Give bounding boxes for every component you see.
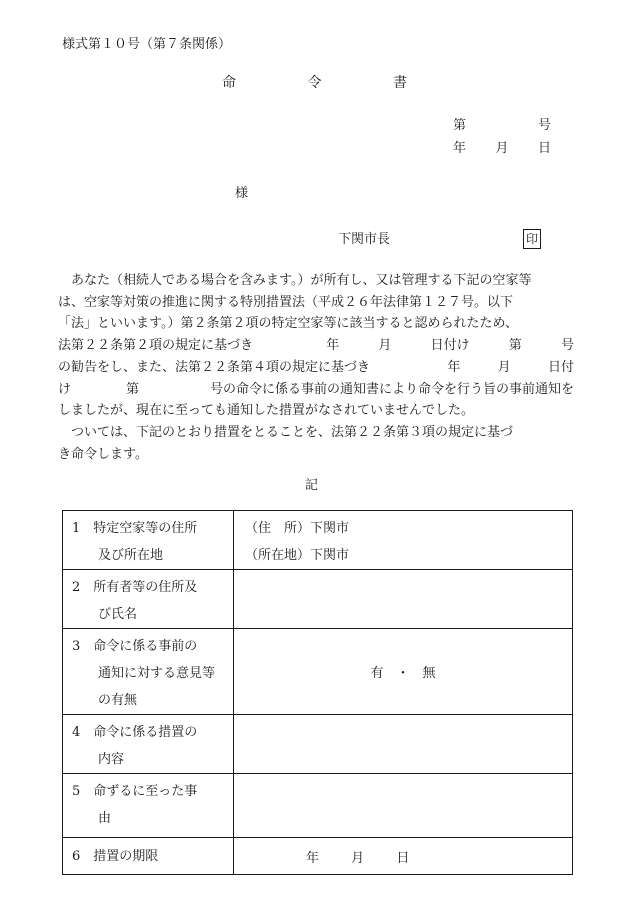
date-year: 年 (453, 141, 467, 156)
table-row (63, 629, 573, 715)
deadline-year: 年 (306, 850, 320, 866)
row-label (63, 570, 234, 629)
body-line: しましたが、現在に至っても通知した措置がなされていませんでした。 (58, 403, 475, 419)
label-line: 2 所有者等の住所及 (72, 580, 198, 595)
row-label (63, 511, 234, 570)
blank-month: 月 (497, 359, 511, 375)
title-char: 書 (393, 75, 407, 91)
label-line: 4 命令に係る措置の (72, 725, 198, 740)
document-date-line (453, 141, 551, 157)
body-paragraph-2 (58, 422, 574, 465)
body-line: あなた（相続人である場合を含みます。）が所有し、又は管理する下記の空家等 (71, 273, 532, 288)
document-number-line (453, 118, 551, 134)
blank-number-suffix: 号 (560, 338, 574, 354)
body-segment: 号の命令に係る事前の通知書により命令を行う旨の事前通知を (209, 381, 574, 397)
row-label (63, 774, 234, 838)
body-line (58, 379, 574, 401)
label-line: 通知に対する意見等 (98, 666, 216, 681)
addressee-honorific: 様 (235, 186, 249, 201)
label-line: の有無 (98, 693, 138, 708)
location-line: （所在地）下関市 (245, 548, 350, 563)
body-line: は、空家等対策の推進に関する特別措置法（平成２６年法律第１２７号。以下 (58, 294, 514, 310)
body-line: 「法」といいます。）第２条第２項の特定空家等に該当すると認められたため、 (58, 316, 518, 332)
row-value (234, 511, 573, 570)
body-line: ついては、下記のとおり措置をとることを、法第２２条第３項の規定に基づ (71, 424, 514, 440)
body-segment: け (58, 381, 72, 397)
body-segment: 法第２２条第２項の規定に基づき (58, 338, 254, 354)
table-row (63, 774, 573, 838)
blank-day: 日付 (547, 359, 574, 375)
seal-stamp: 印 (523, 229, 541, 249)
row-label (63, 629, 234, 715)
date-month: 月 (495, 141, 509, 156)
table-row (63, 715, 573, 774)
document-title (222, 75, 407, 91)
table-row (63, 511, 573, 570)
row-value (234, 570, 573, 629)
label-line: 内容 (98, 752, 125, 767)
body-text (58, 270, 574, 465)
title-char: 命 (222, 75, 236, 91)
title-char: 令 (307, 75, 322, 91)
row-label (63, 715, 234, 774)
blank-year: 年 (447, 359, 461, 375)
body-line: き命令します。 (58, 446, 148, 462)
deadline-month: 月 (351, 850, 365, 866)
number-suffix: 号 (537, 118, 551, 133)
table-row (63, 838, 573, 875)
row-label: 6 措置の期限 (63, 838, 234, 875)
blank-year: 年 (326, 338, 340, 354)
date-day: 日 (537, 141, 551, 156)
label-line: 5 命ずるに至った事 (72, 784, 198, 799)
label-line: 3 命令に係る事前の (72, 639, 198, 654)
blank-day: 日付け (430, 338, 470, 354)
row-value (234, 774, 573, 838)
number-prefix: 第 (453, 118, 467, 133)
opinion-yes-no: 有 ・ 無 (234, 629, 573, 715)
blank-number-prefix: 第 (125, 381, 139, 397)
table-row (63, 570, 573, 629)
form-number-label: 様式第１０号（第７条関係） (62, 37, 232, 52)
body-line (58, 357, 574, 379)
label-line: 由 (98, 811, 112, 826)
address-line: （住 所）下関市 (245, 521, 350, 536)
issuer-name: 下関市長 (338, 232, 391, 247)
deadline-date (234, 838, 573, 875)
body-line (58, 335, 574, 357)
body-segment: の勧告をし、また、法第２２条第４項の規定に基づき (58, 359, 371, 375)
items-table (62, 510, 573, 875)
body-paragraph-1 (58, 270, 574, 422)
blank-number-prefix: 第 (508, 338, 522, 354)
blank-month: 月 (378, 338, 392, 354)
row-value (234, 715, 573, 774)
ki-heading: 記 (305, 478, 319, 493)
label-line: 1 特定空家等の住所 (72, 521, 198, 536)
deadline-day: 日 (396, 850, 410, 866)
label-line: び氏名 (98, 607, 138, 622)
label-line: 及び所在地 (98, 548, 164, 563)
